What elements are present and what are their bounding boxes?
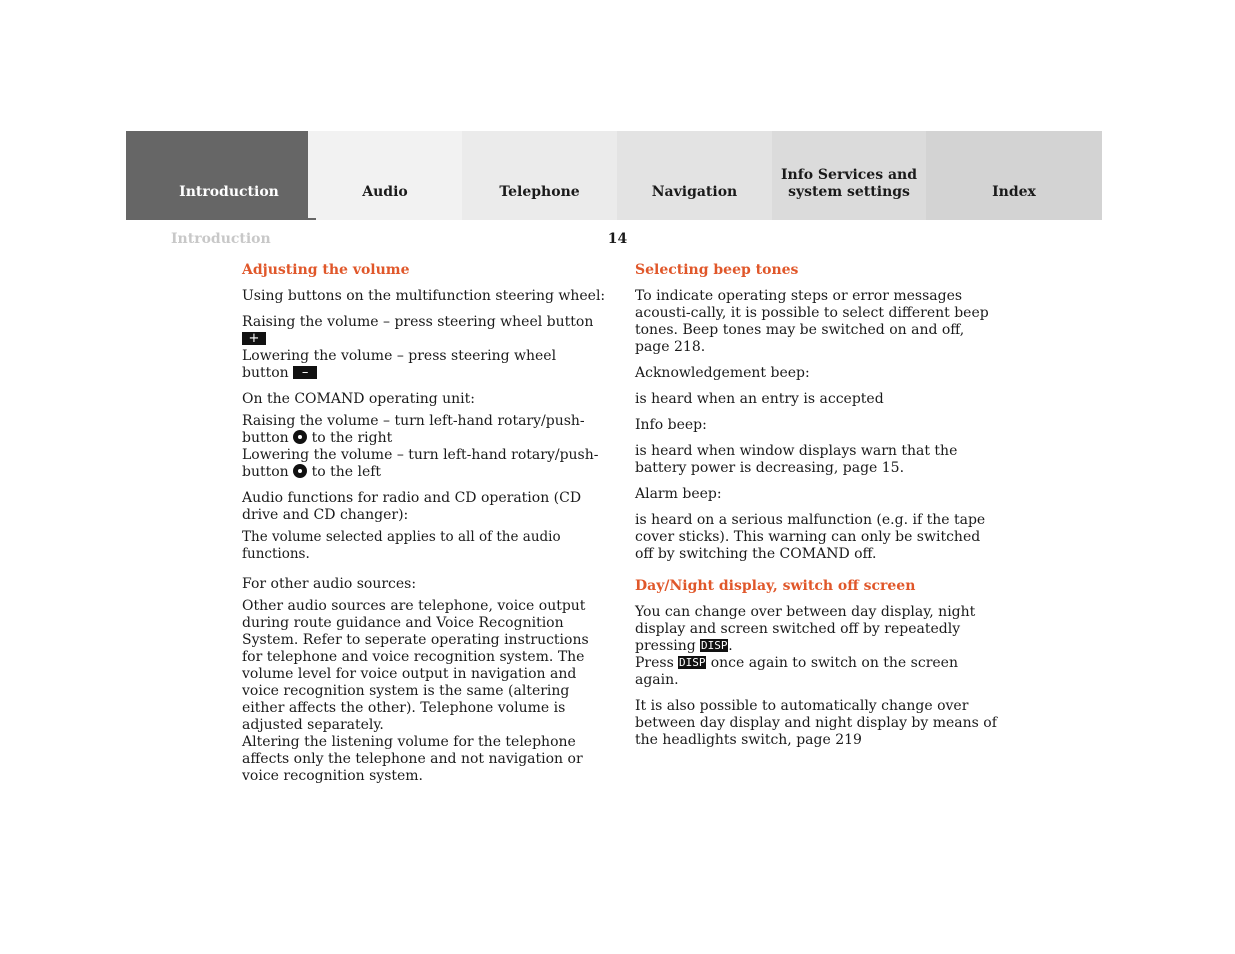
text: You can change over between day display, night display and screen switched off by repeatedly pressing — [635, 604, 976, 654]
text: Raising the volume – turn left-hand rotary/push-button — [242, 413, 585, 446]
plus-key-icon: + — [242, 332, 266, 345]
heading-adjusting-volume: Adjusting the volume — [242, 262, 410, 278]
paragraph: The volume selected applies to all of the audio functions. — [242, 529, 561, 562]
paragraph: Altering the listening volume for the telephone affects only the telephone and not navigation or voice recognition system. — [242, 734, 583, 784]
paragraph: is heard when window displays warn that the battery power is decreasing, page 15. — [635, 443, 958, 476]
paragraph: For other audio sources: — [242, 576, 417, 592]
section-header: Introduction — [171, 231, 271, 247]
paragraph — [242, 413, 607, 481]
text: Press — [635, 655, 674, 671]
paragraph: It is also possible to automatically change over between day display and night display by means of the headlights switch, page 219 — [635, 698, 997, 748]
disp-key-icon: DISP — [700, 639, 728, 652]
rotary-push-button-icon — [293, 430, 307, 444]
text: Lowering the volume – turn left-hand rotary/push-button — [242, 447, 599, 480]
text: Lowering the volume – press steering wheel button — [242, 348, 557, 381]
text: to the left — [311, 464, 382, 480]
chapter-tabs — [126, 131, 1102, 220]
text: to the right — [311, 430, 393, 446]
paragraph: Other audio sources are telephone, voice output during route guidance and Voice Recognition System. Refer to seperate operating instructions for telephone and voice recognition system. The volume level for voice output in navigation and voice recognition system is the same (altering either affects the other). Telephone volume is adjusted separately. — [242, 598, 589, 733]
paragraph: Audio functions for radio and CD operation (CD drive and CD changer): — [242, 490, 582, 523]
rotary-push-button-icon — [293, 464, 307, 478]
tab-telephone[interactable]: Telephone — [462, 131, 617, 220]
paragraph: is heard on a serious malfunction (e.g. if the tape cover sticks). This warning can only be switched off by switching the COMAND off. — [635, 512, 986, 562]
paragraph: Info beep: — [635, 417, 707, 433]
text: once again to switch on the screen again. — [635, 655, 958, 688]
tab-navigation[interactable]: Navigation — [617, 131, 772, 220]
paragraph: Using buttons on the multifunction steering wheel: — [242, 288, 606, 304]
paragraph: is heard when an entry is accepted — [635, 391, 884, 407]
tab-index[interactable]: Index — [926, 131, 1102, 220]
active-tab-underline — [126, 218, 316, 220]
paragraph: You can change over between day display, night display and screen switched off by repeatedly pressing DISP. Press DISP once again to switch on the screen again. — [635, 604, 976, 688]
paragraph: Alarm beep: — [635, 486, 722, 502]
disp-key-icon: DISP — [678, 656, 706, 669]
heading-selecting-beep-tones: Selecting beep tones — [635, 262, 799, 278]
paragraph: Acknowledgement beep: — [635, 365, 810, 381]
left-column — [242, 262, 607, 794]
tab-introduction[interactable]: Introduction — [126, 131, 308, 220]
paragraph: To indicate operating steps or error messages acousti-cally, it is possible to select different beep tones. Beep tones may be switched on and off, page 218. — [635, 288, 989, 355]
right-column — [635, 262, 1000, 758]
minus-key-icon: – — [293, 366, 317, 379]
heading-day-night-display: Day/Night display, switch off screen — [635, 578, 916, 594]
tab-audio[interactable]: Audio — [308, 131, 462, 220]
paragraph — [242, 314, 607, 382]
tab-info-services[interactable]: Info Services and system settings — [772, 131, 926, 220]
paragraph: On the COMAND operating unit: — [242, 391, 475, 407]
page-number: 14 — [607, 231, 628, 247]
text: Raising the volume – press steering wheel button — [242, 314, 594, 330]
